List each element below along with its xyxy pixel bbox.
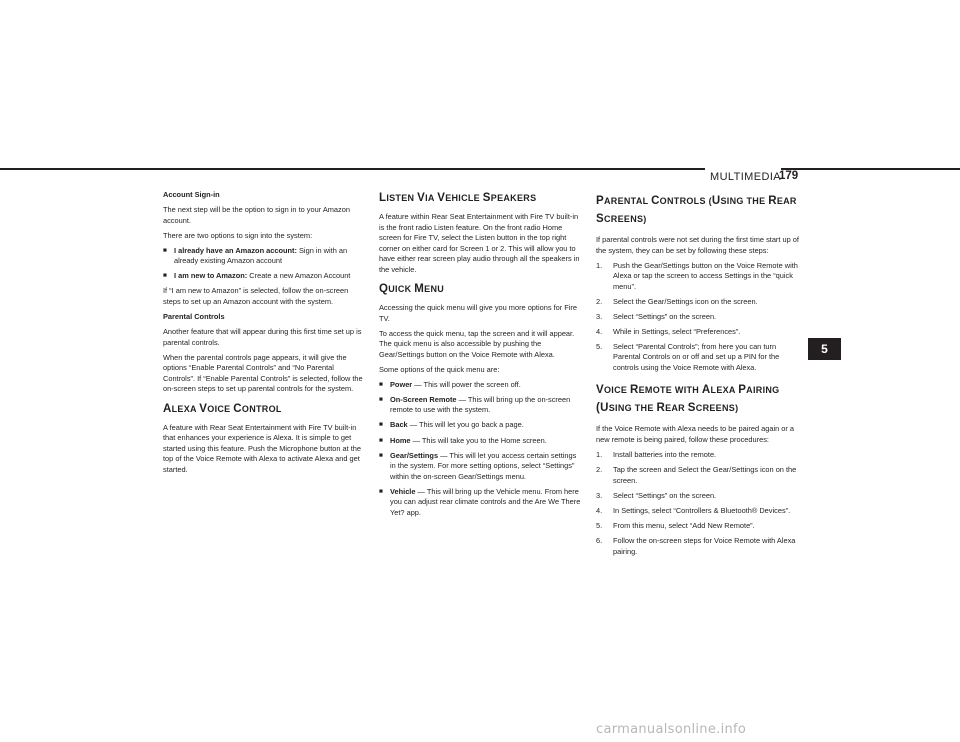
subheading-account-signin: Account Sign-in [163,190,220,199]
paragraph: A feature with Rear Seat Entertainment with Fire TV built-in that enhances your experience is Alexa. It is simple to get started using this feature. Push the Microphone button at the top of the Voice Remote with Alexa to activate Alexa and get started. [163,422,362,474]
list-item: 2. Select the Gear/Settings icon on the screen. [596,296,758,306]
paragraph: Some options of the quick menu are: [379,364,500,374]
bullet-icon: ■ [379,421,383,429]
paragraph: The next step will be the option to sign in to your Amazon account. [163,205,350,225]
heading-voice-remote-pairing: VOICE REMOTE WITH ALEXA PAIRING (USING THE REAR SCREENS) [596,384,780,415]
list-item: 3. Select “Settings” on the screen. [596,311,717,321]
list-item: ■ Home — This will take you to the Home screen. [379,435,547,445]
bullet-icon: ■ [163,246,167,254]
bullet-icon: ■ [379,436,383,444]
heading-parental-controls-rear-screens: PARENTAL CONTROLS (USING THE REAR SCREENS) [596,195,797,225]
option-label: I already have an Amazon account: [174,245,297,255]
paragraph: When the parental controls page appears, it will give the options “Enable Parental Controls” and “No Parental Controls”. If “Enable Parental Controls” is selected, follow the on-screen steps to set up parental controls for the system. [163,352,363,394]
list-item: 4. In Settings, select “Controllers & Bluetooth® Devices”. [596,505,791,515]
paragraph: Accessing the quick menu will give you more options for Fire TV. [379,303,577,323]
paragraph: If parental controls were not set during the first time start up of the system, they can be set by following these steps: [596,235,799,255]
list-item: 1. Push the Gear/Settings button on the Voice Remote with Alexa or tap the screen to access Settings in the “quick menu”. [596,260,798,291]
list-item: 2. Tap the screen and Select the Gear/Settings icon on the screen. [596,465,797,485]
paragraph: Another feature that will appear during this first time set up is parental controls. [163,327,362,347]
column-right [596,190,801,562]
heading-alexa-voice-control: ALEXA VOICE CONTROL [163,402,282,415]
list-item: 5. Select “Parental Controls”; from here you can turn Parental Controls on or off and set up a PIN for the controls using the Voice Remote with Alexa. [596,341,780,372]
option-text: Create a new Amazon Account [247,271,351,281]
heading-listen-via-vehicle-speakers: LISTEN VIA VEHICLE SPEAKERS [379,192,537,204]
chapter-tab: 5 [808,338,841,360]
list-item: ■ On-Screen Remote — This will bring up the on-screen remote to use with the system. [379,394,571,415]
bullet-icon: ■ [379,451,383,459]
list-item: 5. From this menu, select “Add New Remote”. [596,520,755,530]
remote-pairing-steps [596,450,801,557]
list-item: ■ Gear/Settings — This will let you access certain settings in the system. For more setting options, select “Settings” within the on-screen Gear/Settings menu. [379,450,577,481]
parental-controls-steps [596,261,801,374]
list-item: ■ Back — This will let you go back a page. [379,420,524,430]
bullet-icon: ■ [379,395,383,403]
option-label: I am new to Amazon: [174,271,248,281]
list-item: 1. Install batteries into the remote. [596,450,717,460]
list-item: 3. Select “Settings” on the screen. [596,490,717,500]
column-left [163,190,365,480]
heading-quick-menu: QUICK MENU [379,283,445,295]
list-item: 4. While in Settings, select “Preferences”. [596,326,741,336]
paragraph: A feature within Rear Seat Entertainment with Fire TV built-in is the front radio Listen feature. On the front radio Home screen for Fire TV, select the Listen button in the top right corner on either card for Screen 1 or 2. This will allow you to have either rear screen play audio through all the speakers in the vehicle. [379,212,580,274]
option-text: Sign in with an already existing Amazon account [174,245,348,266]
list-item: 6. Follow the on-screen steps for Voice Remote with Alexa pairing. [596,536,796,556]
list-item: ■ Power — This will power the screen off. [379,379,521,389]
list-item: ■ Vehicle — This will bring up the Vehicle menu. From here you can adjust rear climate controls and the Are We There Yet? app. [379,486,581,517]
list-item [163,271,365,282]
paragraph: To access the quick menu, tap the screen and it will appear. The quick menu is also accessible by pushing the Gear/Settings button on the Voice Remote with Alexa. [379,328,575,359]
header-rule [0,168,960,170]
paragraph: There are two options to sign into the system: [163,230,313,240]
bullet-icon: ■ [379,380,383,388]
column-middle [379,190,581,523]
list-item [163,246,365,267]
quick-menu-options-list [379,380,581,518]
bullet-icon: ■ [163,272,167,280]
signin-options-list [163,246,365,282]
subheading-parental-controls: Parental Controls [163,312,225,322]
watermark-link[interactable]: carmanualsonline.info [596,722,747,737]
paragraph: If “I am new to Amazon” is selected, follow the on-screen steps to set up an Amazon account with the system. [163,286,349,306]
running-header-section: MULTIMEDIA [710,171,782,183]
paragraph: If the Voice Remote with Alexa needs to be paired again or a new remote is being paired, follow these procedures: [596,424,795,444]
bullet-icon: ■ [379,487,383,495]
page-number: 179 [779,170,799,182]
